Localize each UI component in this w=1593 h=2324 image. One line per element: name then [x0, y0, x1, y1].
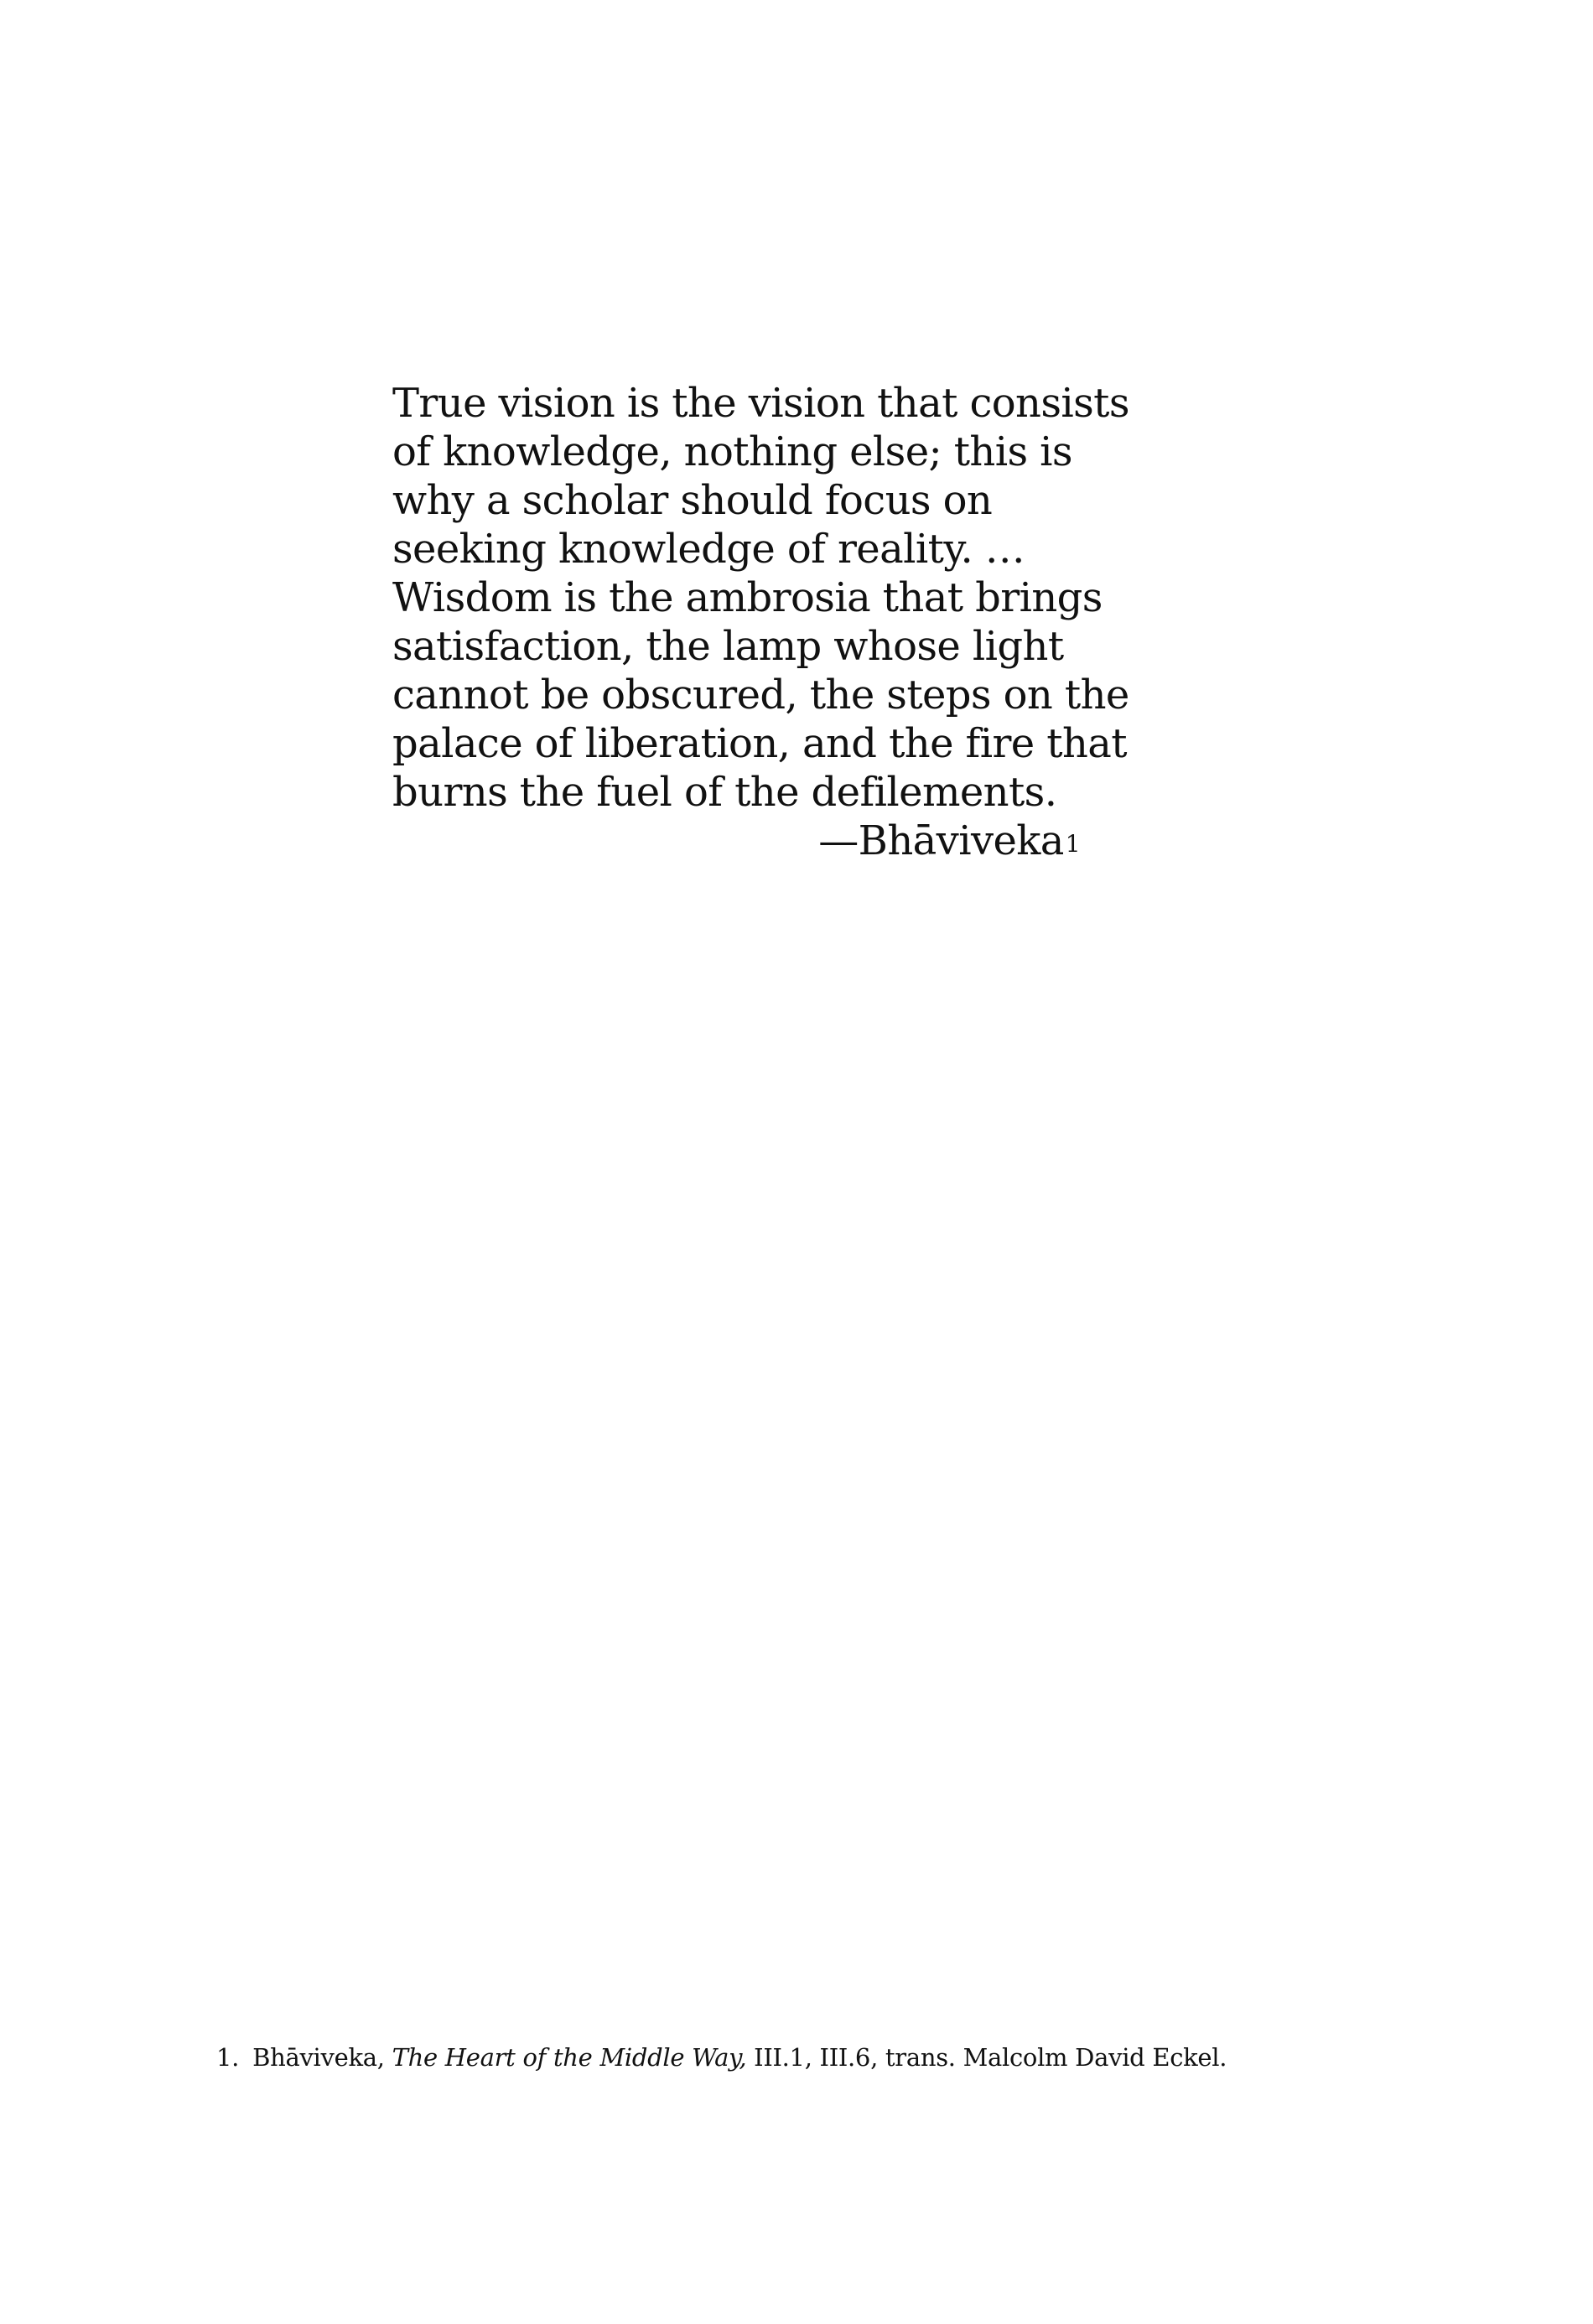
footnote-citation: III.1, III.6, trans. Malcolm David Eckel. [754, 2043, 1227, 2072]
quote-line: Wisdom is the ambrosia that brings [392, 574, 1103, 621]
quote-line: True vision is the vision that consists [392, 380, 1129, 427]
footnote [216, 2041, 1227, 2074]
quote-line: why a scholar should focus on [392, 477, 993, 524]
quote-line: burns the fuel of the defilements. [392, 769, 1057, 816]
quote-line: satisfaction, the lamp whose light [392, 623, 1064, 670]
quote-attribution [392, 817, 1080, 865]
footnote-author: Bhāviveka, [252, 2043, 385, 2072]
footnote-number: 1. [216, 2043, 240, 2072]
quote-line: palace of liberation, and the fire that [392, 720, 1127, 767]
attribution-author: —Bhāviveka [818, 817, 1064, 864]
footnote-title: The Heart of the Middle Way, [392, 2043, 747, 2072]
epigraph-quote [392, 379, 1129, 865]
quote-line: seeking knowledge of reality. … [392, 526, 1025, 573]
quote-line: of knowledge, nothing else; this is [392, 428, 1072, 475]
footnote-marker[interactable]: 1 [1065, 830, 1080, 858]
quote-line: cannot be obscured, the steps on the [392, 672, 1129, 718]
